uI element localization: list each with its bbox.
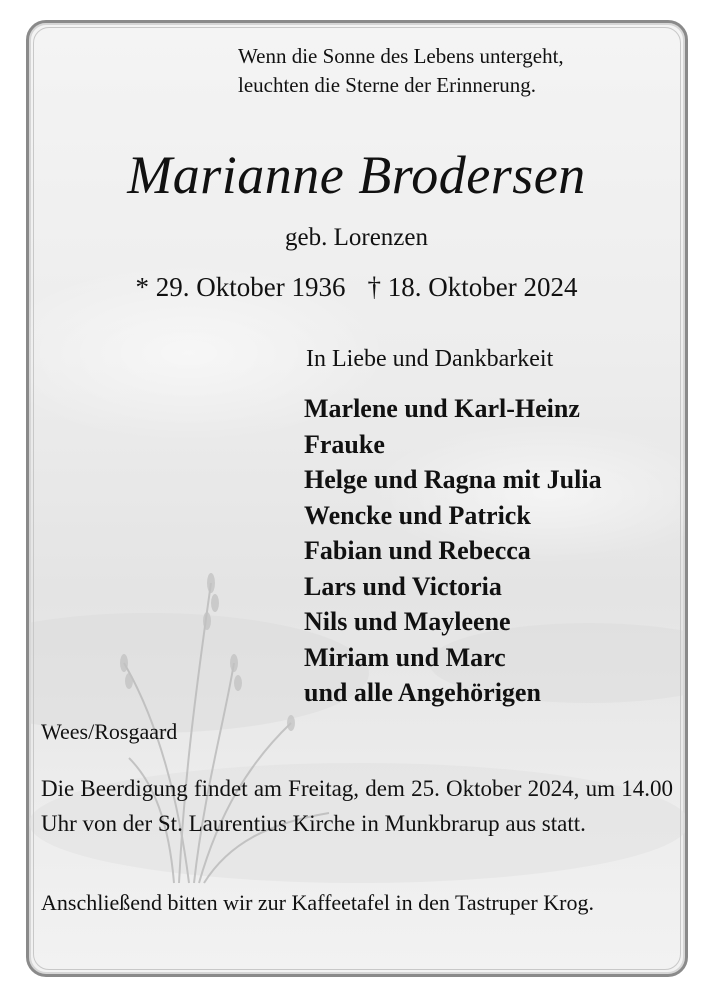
life-dates [0, 269, 713, 305]
mourner-item: Wencke und Patrick [304, 500, 531, 530]
mourner-item: Marlene und Karl-Heinz [304, 394, 580, 423]
deceased-name: Marianne Brodersen [127, 145, 586, 205]
mourner-item: Fabian und Rebecca [304, 536, 531, 565]
birth-date: * 29. Oktober 1936 [135, 272, 346, 302]
mourner-item: Helge und Ragna mit Julia [304, 465, 602, 494]
death-date: † 18. Oktober 2024 [367, 272, 578, 302]
mourner-item: und alle Angehörigen [304, 678, 541, 707]
motto-line-1: Wenn die Sonne des Lebens untergeht, [238, 44, 564, 68]
birth-name: geb. Lorenzen [285, 224, 428, 251]
motto [238, 42, 658, 100]
motto-line-2: leuchten die Sterne der Erinnerung. [238, 73, 536, 97]
mourner-item: Frauke [304, 429, 385, 459]
mourner-item: Miriam und Marc [304, 642, 506, 672]
dedication: In Liebe und Dankbarkeit [306, 346, 554, 372]
funeral-notice: Die Beerdigung findet am Freitag, dem 25. Oktober 2024, um 14.00 Uhr von der St. Laurentius Kirche in Munkbrarup aus statt. [41, 776, 673, 836]
mourner-item: Nils und Mayleene [304, 607, 511, 636]
coffee-notice: Anschließend bitten wir zur Kaffeetafel in den Tastruper Krog. [41, 890, 594, 915]
mourner-item: Lars und Victoria [304, 571, 502, 601]
place: Wees/Rosgaard [41, 719, 178, 744]
mourners-list [304, 391, 602, 711]
